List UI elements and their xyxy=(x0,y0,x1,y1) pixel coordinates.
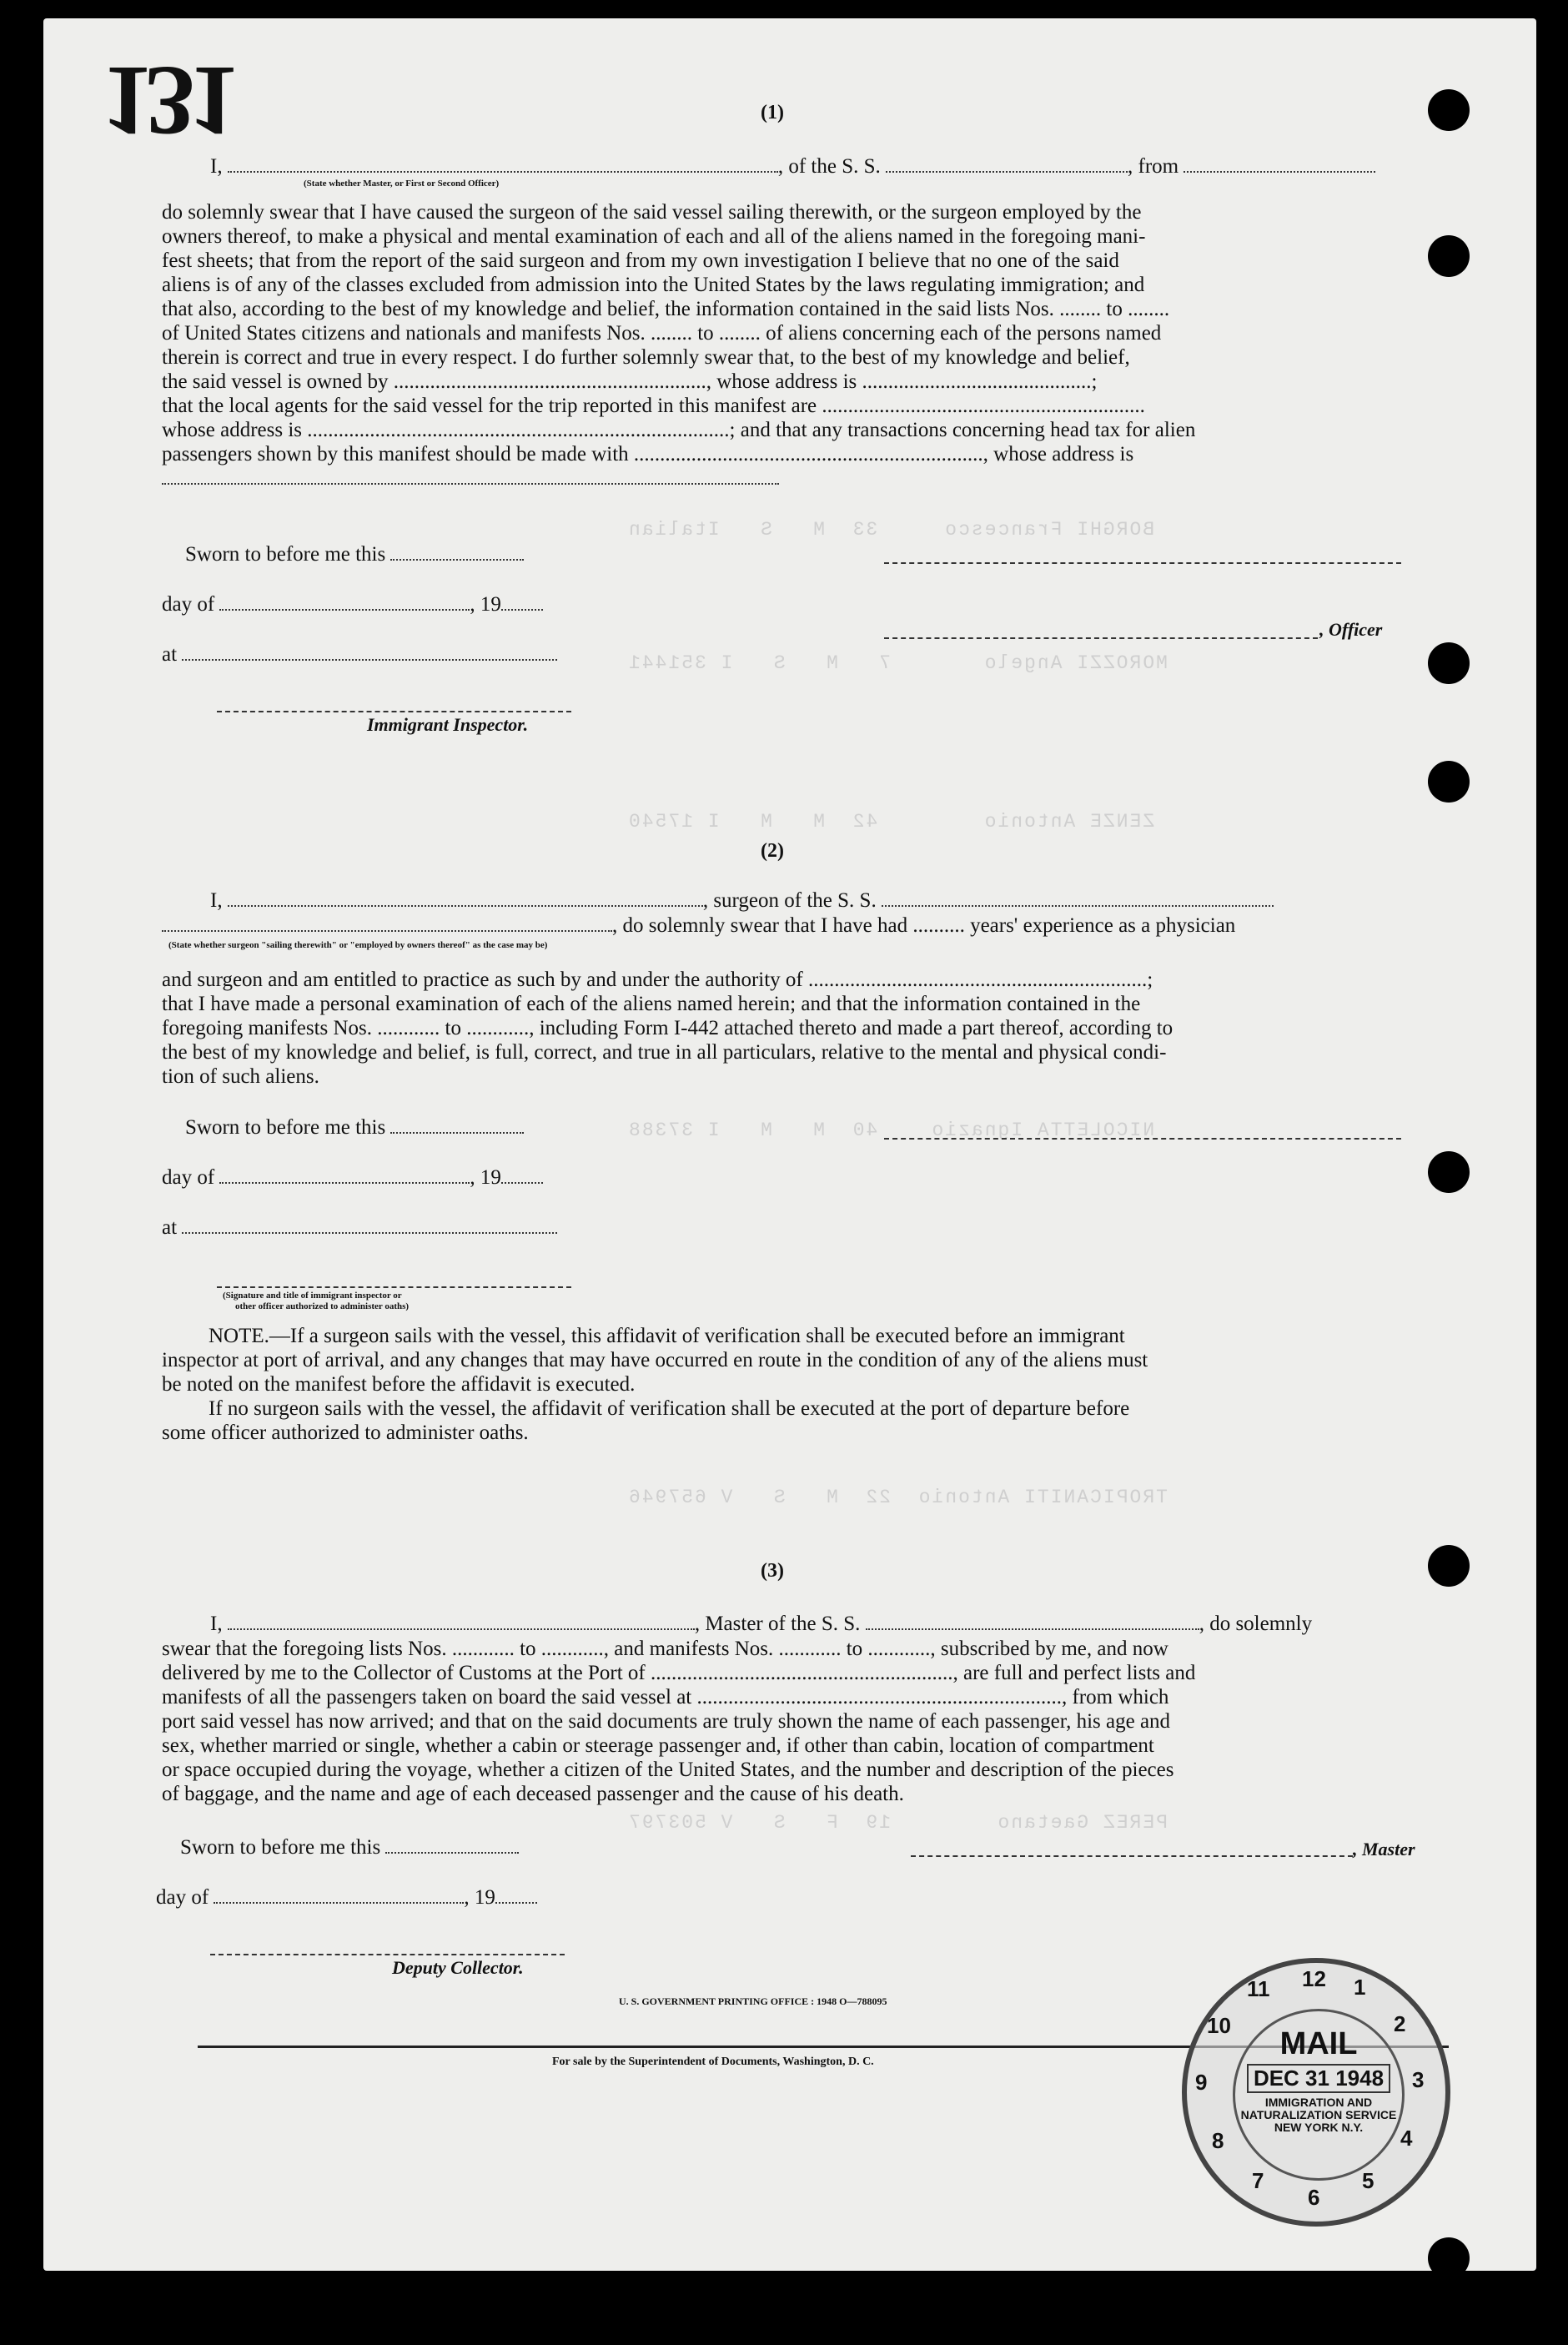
day-of-line: day of , 19 xyxy=(162,1165,543,1190)
master-name-field[interactable] xyxy=(228,1613,695,1630)
month-field[interactable] xyxy=(219,1167,470,1184)
day-of-line: day of , 19 xyxy=(156,1885,537,1910)
punch-hole xyxy=(1428,642,1470,684)
stamp-digit: 11 xyxy=(1247,1976,1270,2001)
vessel-name-field[interactable] xyxy=(866,1613,1199,1630)
day-of-line: day of , 19 xyxy=(162,592,543,617)
stamp-agency: IMMIGRATION AND NATURALIZATION SERVICE NEW YORK N.Y. xyxy=(1240,2096,1397,2134)
sworn-line: Sworn to before me this xyxy=(185,542,524,567)
sworn-line: Sworn to before me this xyxy=(180,1835,519,1860)
field-note: (Signature and title of immigrant inspector or xyxy=(223,1291,402,1301)
year-field[interactable] xyxy=(495,1887,537,1904)
stamp-digit: 3 xyxy=(1412,2067,1425,2092)
section-number: (1) xyxy=(761,102,784,123)
bleed-through-text: PEREZ Gaetano 19 F S V 503797 xyxy=(627,1812,1168,1834)
stamp-digit: 10 xyxy=(1207,2013,1231,2038)
officer-label: , Officer xyxy=(1319,619,1383,640)
section-number: (2) xyxy=(761,840,784,862)
section2-body: and surgeon and am entitled to practice as such by and under the authority of .................................................................; that I have made a personal examination of each of the aliens named herein; and that the information contained in the foregoing manifests Nos. ............ to ............, including Form I-442 attached thereto and made a part thereof, according to the best of my knowledge and belief, is full, correct, and true in all particulars, relative to the mental and physical condi- tion of such aliens. xyxy=(162,969,1173,1088)
section1-first-line: I, , of the S. S. , from xyxy=(210,154,1375,179)
section2-first-line: I, , surgeon of the S. S. xyxy=(210,888,1274,913)
field-note: (State whether Master, or First or Second Officer) xyxy=(304,179,500,189)
punch-hole xyxy=(1428,761,1470,803)
stamp-digit: 6 xyxy=(1308,2185,1320,2210)
stamp-digit: 5 xyxy=(1362,2168,1375,2193)
punch-hole xyxy=(1428,89,1470,131)
printing-office: U. S. GOVERNMENT PRINTING OFFICE : 1948 O—788095 xyxy=(619,1995,887,2007)
year-field[interactable] xyxy=(501,594,543,611)
bleed-through-text: MOROZZI Angelo 7 M S I 351441 xyxy=(627,652,1168,674)
section3-body: swear that the foregoing lists Nos. ............ to ............, and manifests Nos. ............ to ............, subscribed by me, and now delivered by me to the Collector of Customs at the Port of .........................................................., are full and perfect lists and manifests of all the passengers taken on board the said vessel at ......................................................................, from which port said vessel has now arrived; and that on the said documents are truly shown the name of each passenger, his age and sex, whether married or single, whether a cabin or steerage passenger and, if other than cabin, location of compartment or space occupied during the voyage, whether a citizen of the United States, and the number and description of the pieces of baggage, and the name and age of each deceased passenger and the cause of his death. xyxy=(162,1638,1196,1805)
vessel-name-field[interactable] xyxy=(886,156,1128,173)
deputy-label: Deputy Collector. xyxy=(392,1957,524,1978)
for-sale-line: For sale by the Superintendent of Documents, Washington, D. C. xyxy=(552,2056,874,2068)
inspector-signature-line[interactable] xyxy=(217,1285,571,1288)
master-signature-line[interactable] xyxy=(911,1854,1353,1857)
master-name-field[interactable] xyxy=(228,156,778,173)
surgeon-signature-line[interactable] xyxy=(884,1136,1401,1140)
place-field[interactable] xyxy=(182,644,557,661)
bleed-through-text: TROPICANITI Antonio 22 M S V 657946 xyxy=(627,1487,1168,1508)
officer-signature-line[interactable] xyxy=(884,636,1318,639)
immigration-stamp xyxy=(1182,1958,1450,2227)
stamp-center xyxy=(1233,2009,1405,2181)
section1-body: do solemnly swear that I have caused the surgeon of the said vessel sailing therewith, or the surgeon employed by the owners thereof, to make a physical and mental examination of each and all of the aliens named in the foregoing mani- fest sheets; that from the report of the said surgeon and from my own investigation I believe that no one of the said aliens is of any of the classes excluded from admission into the United States by the laws regulating immigration; and that also, according to the best of my knowledge and belief, the information contained in the said lists Nos. ........ to ........ of United States citizens and nationals and manifests Nos. ........ to ........ of aliens concerning each of the persons named therein is correct and true in every respect. I do further solemnly swear that, to the best of my knowledge and belief, the said vessel is owned by ............................................................, whose address is ............................................; that the local agents for the said vessel for the trip reported in this manifest are .............................................................. whose address is .................................................................................; and that any transactions concerning head tax for alien passengers shown by this manifest should be made with ..................................................................., whose address is xyxy=(162,200,1446,491)
field-note: other officer authorized to administer oaths) xyxy=(235,1301,410,1311)
stamp-digit: 8 xyxy=(1212,2128,1224,2153)
stamp-mail: MAIL xyxy=(1279,2026,1358,2061)
stamp-digit: 2 xyxy=(1394,2011,1406,2036)
from-port-field[interactable] xyxy=(1184,156,1375,173)
punch-hole xyxy=(1428,1151,1470,1193)
bleed-through-text: BORGHI Francesco 33 M S Italian xyxy=(627,519,1155,541)
at-line: at xyxy=(162,642,557,667)
section-number: (3) xyxy=(761,1560,784,1582)
sworn-day-field[interactable] xyxy=(390,544,524,561)
stamp-date: DEC 31 1948 xyxy=(1247,2064,1390,2093)
year-field[interactable] xyxy=(501,1167,543,1184)
sworn-day-field[interactable] xyxy=(390,1117,524,1134)
section3-first-line: I, , Master of the S. S. , do solemnly xyxy=(210,1613,1313,1635)
address-field[interactable] xyxy=(162,468,779,485)
stamp-digit: 12 xyxy=(1302,1966,1326,1991)
stamp-digit: 4 xyxy=(1400,2126,1413,2151)
bleed-through-text: NICOLETTA Ignazio 40 M M I 37388 xyxy=(627,1120,1155,1141)
vessel-name-field[interactable] xyxy=(882,890,1274,907)
corner-mark: 131 xyxy=(102,46,232,157)
field-note: (State whether surgeon "sailing therewith" or "employed by owners thereof" as the case may be) xyxy=(168,940,548,950)
section2-second-line: , do solemnly swear that I have had .......... years' experience as a physician xyxy=(162,913,1235,939)
officer-signature-line[interactable] xyxy=(884,561,1401,564)
master-label: , Master xyxy=(1353,1839,1415,1859)
at-line: at xyxy=(162,1215,557,1240)
stamp-digit: 9 xyxy=(1195,2070,1208,2095)
month-field[interactable] xyxy=(219,594,470,611)
surgeon-name-field[interactable] xyxy=(228,890,703,907)
punch-hole xyxy=(1428,2237,1470,2271)
sworn-day-field[interactable] xyxy=(385,1837,519,1854)
punch-hole xyxy=(1428,1545,1470,1587)
month-field[interactable] xyxy=(214,1887,464,1904)
stamp-digit: 7 xyxy=(1252,2168,1264,2193)
bleed-through-text: ZENZE Antonio 42 M M I 17540 xyxy=(627,811,1155,833)
note-paragraph: NOTE.—If a surgeon sails with the vessel, this affidavit of verification shall be executed before an immigrant inspector at port of arrival, and any changes that may have occurred en route in the condition of any of the aliens must be noted on the manifest before the affidavit is executed. If no surgeon sails with the vessel, the affidavit of verification shall be executed at the port of departure before some officer authorized to administer oaths. xyxy=(162,1325,1148,1444)
surgeon-type-field[interactable] xyxy=(162,915,612,932)
inspector-label: Immigrant Inspector. xyxy=(367,714,529,735)
manifest-page xyxy=(43,18,1536,2271)
place-field[interactable] xyxy=(182,1217,557,1234)
sworn-line: Sworn to before me this xyxy=(185,1115,524,1140)
stamp-digit: 1 xyxy=(1354,1975,1366,2000)
